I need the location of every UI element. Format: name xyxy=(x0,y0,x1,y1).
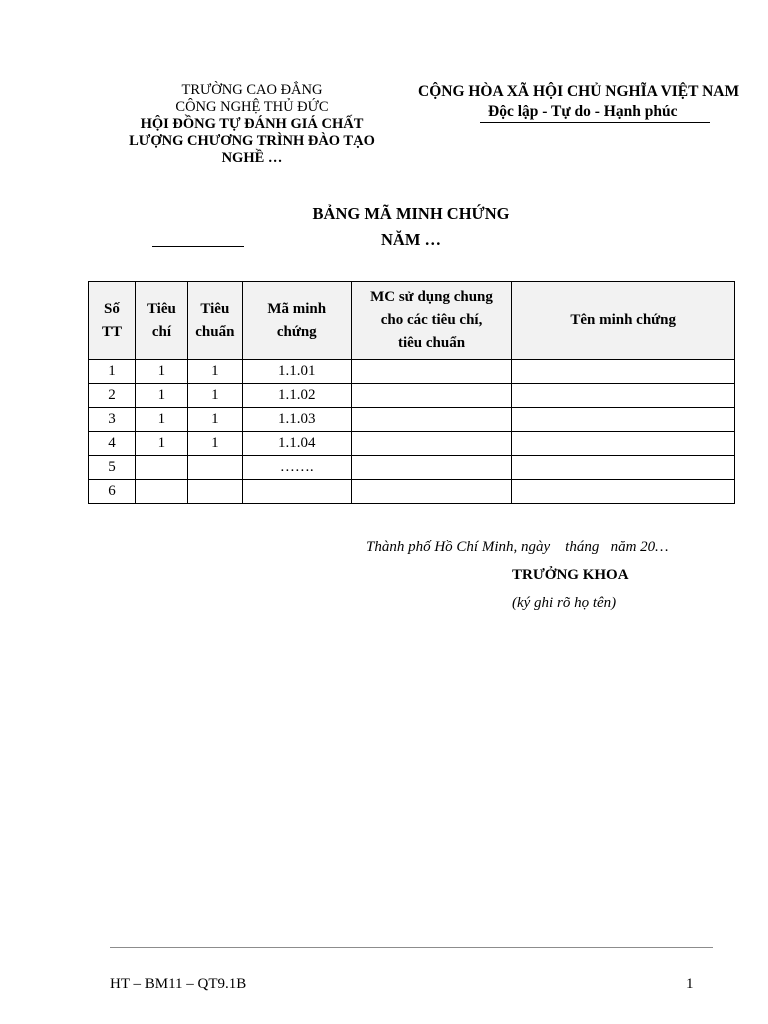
cell-evidence-name xyxy=(512,456,735,480)
signer-title: TRƯỞNG KHOA xyxy=(512,567,629,583)
header-evidence-code: Mã minh chứng xyxy=(242,282,351,360)
cell-standard: 1 xyxy=(187,360,242,384)
issuer-council-line3: NGHỀ … xyxy=(221,150,283,166)
cell-evidence-code: 1.1.04 xyxy=(242,432,351,456)
cell-stt: 1 xyxy=(89,360,136,384)
table-row xyxy=(89,432,735,456)
national-title: CỘNG HÒA XÃ HỘI CHỦ NGHĨA VIỆT NAM xyxy=(418,83,740,100)
cell-stt: 3 xyxy=(89,408,136,432)
cell-shared-evidence xyxy=(351,432,512,456)
signature-note: (ký ghi rõ họ tên) xyxy=(512,595,617,611)
table-row xyxy=(89,480,735,504)
cell-standard: 1 xyxy=(187,432,242,456)
cell-evidence-code: 1.1.01 xyxy=(242,360,351,384)
footer-divider xyxy=(110,947,713,948)
cell-shared-evidence xyxy=(351,456,512,480)
cell-evidence-name xyxy=(512,408,735,432)
place-date-line: Thành phố Hồ Chí Minh, ngày tháng năm 20… xyxy=(366,539,669,555)
document-year: NĂM … xyxy=(380,230,442,249)
cell-standard xyxy=(187,456,242,480)
cell-shared-evidence xyxy=(351,480,512,504)
cell-criterion: 1 xyxy=(135,408,187,432)
issuer-council-line1: HỘI ĐỒNG TỰ ĐÁNH GIÁ CHẤT xyxy=(140,116,364,132)
cell-shared-evidence xyxy=(351,384,512,408)
issuer-school-line1: TRƯỜNG CAO ĐẲNG xyxy=(181,82,323,98)
national-motto: Độc lập - Tự do - Hạnh phúc xyxy=(488,103,678,120)
table-row xyxy=(89,408,735,432)
document-title: BẢNG MÃ MINH CHỨNG xyxy=(312,204,510,223)
table-row xyxy=(89,360,735,384)
national-motto-underline xyxy=(480,122,710,123)
header-shared-evidence: MC sử dụng chung cho các tiêu chí, tiêu chuẩn xyxy=(351,282,512,360)
cell-criterion: 1 xyxy=(135,384,187,408)
cell-evidence-code: 1.1.03 xyxy=(242,408,351,432)
cell-evidence-name xyxy=(512,384,735,408)
issuer-school-line2: CÔNG NGHỆ THỦ ĐỨC xyxy=(175,99,329,115)
header-criterion: Tiêu chí xyxy=(135,282,187,360)
header-stt: Số TT xyxy=(89,282,136,360)
cell-criterion: 1 xyxy=(135,432,187,456)
cell-stt: 5 xyxy=(89,456,136,480)
table-row xyxy=(89,384,735,408)
cell-stt: 4 xyxy=(89,432,136,456)
table-header-row xyxy=(89,282,735,360)
header-standard: Tiêu chuẩn xyxy=(187,282,242,360)
evidence-code-table xyxy=(88,281,735,504)
issuer-council-line2: LƯỢNG CHƯƠNG TRÌNH ĐÀO TẠO xyxy=(129,133,375,149)
cell-standard: 1 xyxy=(187,384,242,408)
header-evidence-name: Tên minh chứng xyxy=(512,282,735,360)
cell-criterion xyxy=(135,480,187,504)
cell-evidence-name xyxy=(512,432,735,456)
cell-criterion xyxy=(135,456,187,480)
page-number: 1 xyxy=(686,976,694,992)
cell-evidence-code: ……. xyxy=(242,456,351,480)
cell-shared-evidence xyxy=(351,360,512,384)
table-row xyxy=(89,456,735,480)
cell-shared-evidence xyxy=(351,408,512,432)
cell-stt: 2 xyxy=(89,384,136,408)
cell-evidence-name xyxy=(512,480,735,504)
cell-criterion: 1 xyxy=(135,360,187,384)
cell-evidence-code: 1.1.02 xyxy=(242,384,351,408)
cell-evidence-code xyxy=(242,480,351,504)
cell-stt: 6 xyxy=(89,480,136,504)
cell-standard: 1 xyxy=(187,408,242,432)
national-header xyxy=(418,82,768,120)
cell-standard xyxy=(187,480,242,504)
issuer-header xyxy=(112,82,392,167)
cell-evidence-name xyxy=(512,360,735,384)
form-code: HT – BM11 – QT9.1B xyxy=(110,976,247,992)
